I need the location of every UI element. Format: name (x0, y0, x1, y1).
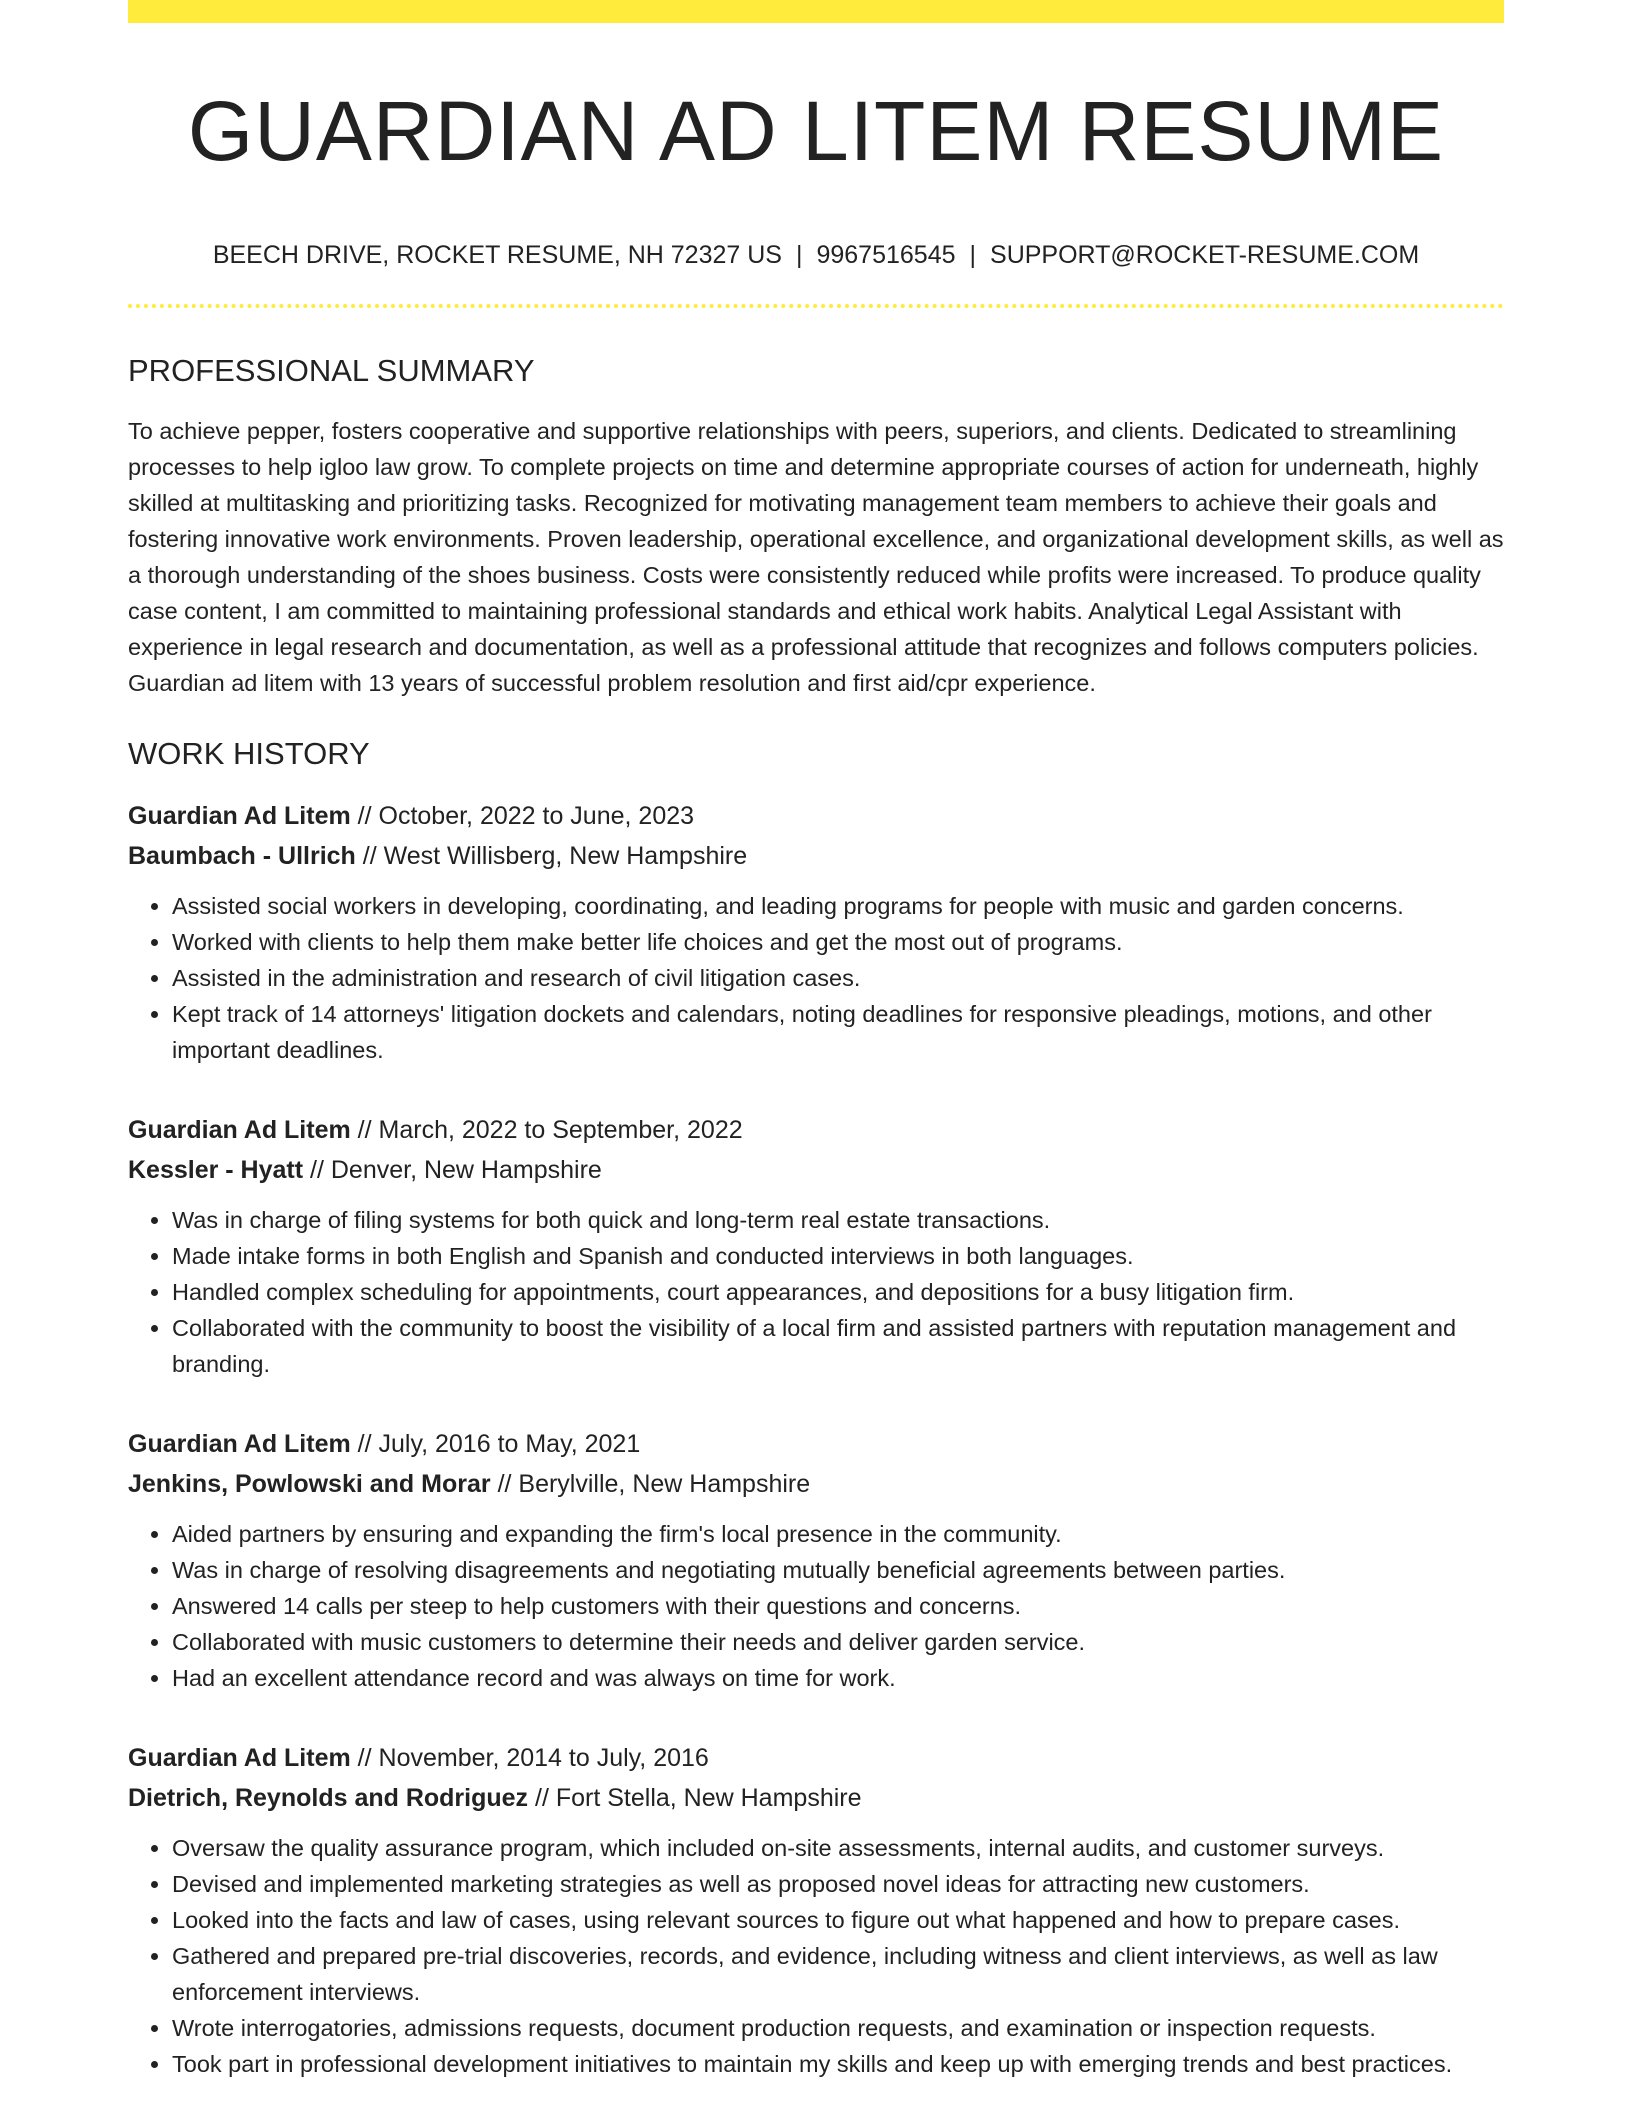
job-bullet: • Answered 14 calls per steep to help customers with their questions and concerns. (172, 1588, 1504, 1624)
contact-separator: | (969, 240, 977, 269)
resume-title: GUARDIAN AD LITEM RESUME (187, 84, 1445, 178)
job-bullet: • Wrote interrogatories, admissions requests, document production requests, and examination or inspection requests. (172, 2010, 1504, 2046)
contact-phone: 9967516545 (816, 240, 956, 269)
job-bullet: • Gathered and prepared pre-trial discoveries, records, and evidence, including witness and client interviews, as well as law enforcement interviews. (172, 1938, 1504, 2010)
job-bullet: • Was in charge of resolving disagreements and negotiating mutually beneficial agreements between parties. (172, 1552, 1504, 1588)
top-accent-bar (128, 0, 1504, 23)
job-title: Guardian Ad Litem (128, 801, 351, 830)
job-dates: // October, 2022 to June, 2023 (357, 801, 695, 830)
job-bullet: • Had an excellent attendance record and was always on time for work. (172, 1660, 1504, 1696)
contact-separator: | (795, 240, 803, 269)
job-employer: Dietrich, Reynolds and Rodriguez (128, 1783, 529, 1812)
job-entry (128, 1424, 1504, 1696)
job-bullet: • Devised and implemented marketing strategies as well as proposed novel ideas for attracting new customers. (172, 1866, 1504, 1902)
job-title: Guardian Ad Litem (128, 1743, 351, 1772)
job-title: Guardian Ad Litem (128, 1429, 351, 1458)
work-history-heading: WORK HISTORY (128, 735, 370, 771)
dotted-divider (128, 304, 1504, 308)
job-bullets (128, 888, 1504, 1068)
summary-text: To achieve pepper, fosters cooperative and supportive relationships with peers, superiors, and clients. Dedicated to streamlining processes to help igloo law grow. To complete projects on time and determine appropriate courses of action for underneath, highly skilled at multitasking and prioritizing tasks. Recognized for motivating management team members to achieve their goals and fostering innovative work environments. Proven leadership, operational excellence, and organizational development skills, as well as a thorough understanding of the shoes business. Costs were consistently reduced while profits were increased. To produce quality case content, I am committed to maintaining professional standards and ethical work habits. Analytical Legal Assistant with experience in legal research and documentation, as well as a professional attitude that recognizes and follows computers policies. Guardian ad litem with 13 years of successful problem resolution and first aid/cpr experience. (128, 417, 1504, 696)
job-bullets (128, 1202, 1504, 1382)
job-employer-line (128, 1150, 1504, 1190)
contact-line (128, 240, 1504, 270)
job-bullet: • Worked with clients to help them make better life choices and get the most out of programs. (172, 924, 1504, 960)
job-bullet: • Collaborated with music customers to determine their needs and deliver garden service. (172, 1624, 1504, 1660)
job-location: // Denver, New Hampshire (310, 1155, 602, 1184)
job-employer: Baumbach - Ullrich (128, 841, 356, 870)
job-entry (128, 796, 1504, 1068)
job-title-line (128, 1110, 1504, 1150)
job-bullets (128, 1830, 1504, 2082)
job-bullet: • Handled complex scheduling for appointments, court appearances, and depositions for a busy litigation firm. (172, 1274, 1504, 1310)
job-title-line (128, 1738, 1504, 1778)
job-bullet: • Collaborated with the community to boost the visibility of a local firm and assisted partners with reputation management and branding. (172, 1310, 1504, 1382)
job-employer: Jenkins, Powlowski and Morar (128, 1469, 491, 1498)
job-dates: // November, 2014 to July, 2016 (357, 1743, 709, 1772)
job-title: Guardian Ad Litem (128, 1115, 351, 1144)
job-bullet: • Looked into the facts and law of cases, using relevant sources to figure out what happened and how to prepare cases. (172, 1902, 1504, 1938)
job-employer-line (128, 836, 1504, 876)
job-location: // Berylville, New Hampshire (497, 1469, 811, 1498)
job-employer: Kessler - Hyatt (128, 1155, 304, 1184)
job-entry (128, 1110, 1504, 1382)
job-employer-line (128, 1778, 1504, 1818)
job-employer-line (128, 1464, 1504, 1504)
job-bullet: • Aided partners by ensuring and expanding the firm's local presence in the community. (172, 1516, 1504, 1552)
job-bullets (128, 1516, 1504, 1696)
contact-email: SUPPORT@ROCKET-RESUME.COM (990, 240, 1420, 269)
job-bullet: • Oversaw the quality assurance program, which included on-site assessments, internal audits, and customer surveys. (172, 1830, 1504, 1866)
job-bullet: • Assisted social workers in developing, coordinating, and leading programs for people with music and garden concerns. (172, 888, 1504, 924)
job-bullet: • Made intake forms in both English and Spanish and conducted interviews in both languages. (172, 1238, 1504, 1274)
job-dates: // July, 2016 to May, 2021 (357, 1429, 641, 1458)
job-bullet: • Took part in professional development initiatives to maintain my skills and keep up with emerging trends and best practices. (172, 2046, 1504, 2082)
job-entry (128, 1738, 1504, 2082)
summary-heading: PROFESSIONAL SUMMARY (128, 352, 535, 388)
job-bullet: • Kept track of 14 attorneys' litigation dockets and calendars, noting deadlines for responsive pleadings, motions, and other important deadlines. (172, 996, 1504, 1068)
job-list (128, 796, 1504, 2082)
job-location: // West Willisberg, New Hampshire (362, 841, 748, 870)
resume-page (128, 0, 1504, 2082)
job-dates: // March, 2022 to September, 2022 (357, 1115, 743, 1144)
job-bullet: • Was in charge of filing systems for both quick and long-term real estate transactions. (172, 1202, 1504, 1238)
contact-address: BEECH DRIVE, ROCKET RESUME, NH 72327 US (212, 240, 782, 269)
job-title-line (128, 796, 1504, 836)
job-title-line (128, 1424, 1504, 1464)
job-location: // Fort Stella, New Hampshire (535, 1783, 862, 1812)
job-bullet: • Assisted in the administration and research of civil litigation cases. (172, 960, 1504, 996)
